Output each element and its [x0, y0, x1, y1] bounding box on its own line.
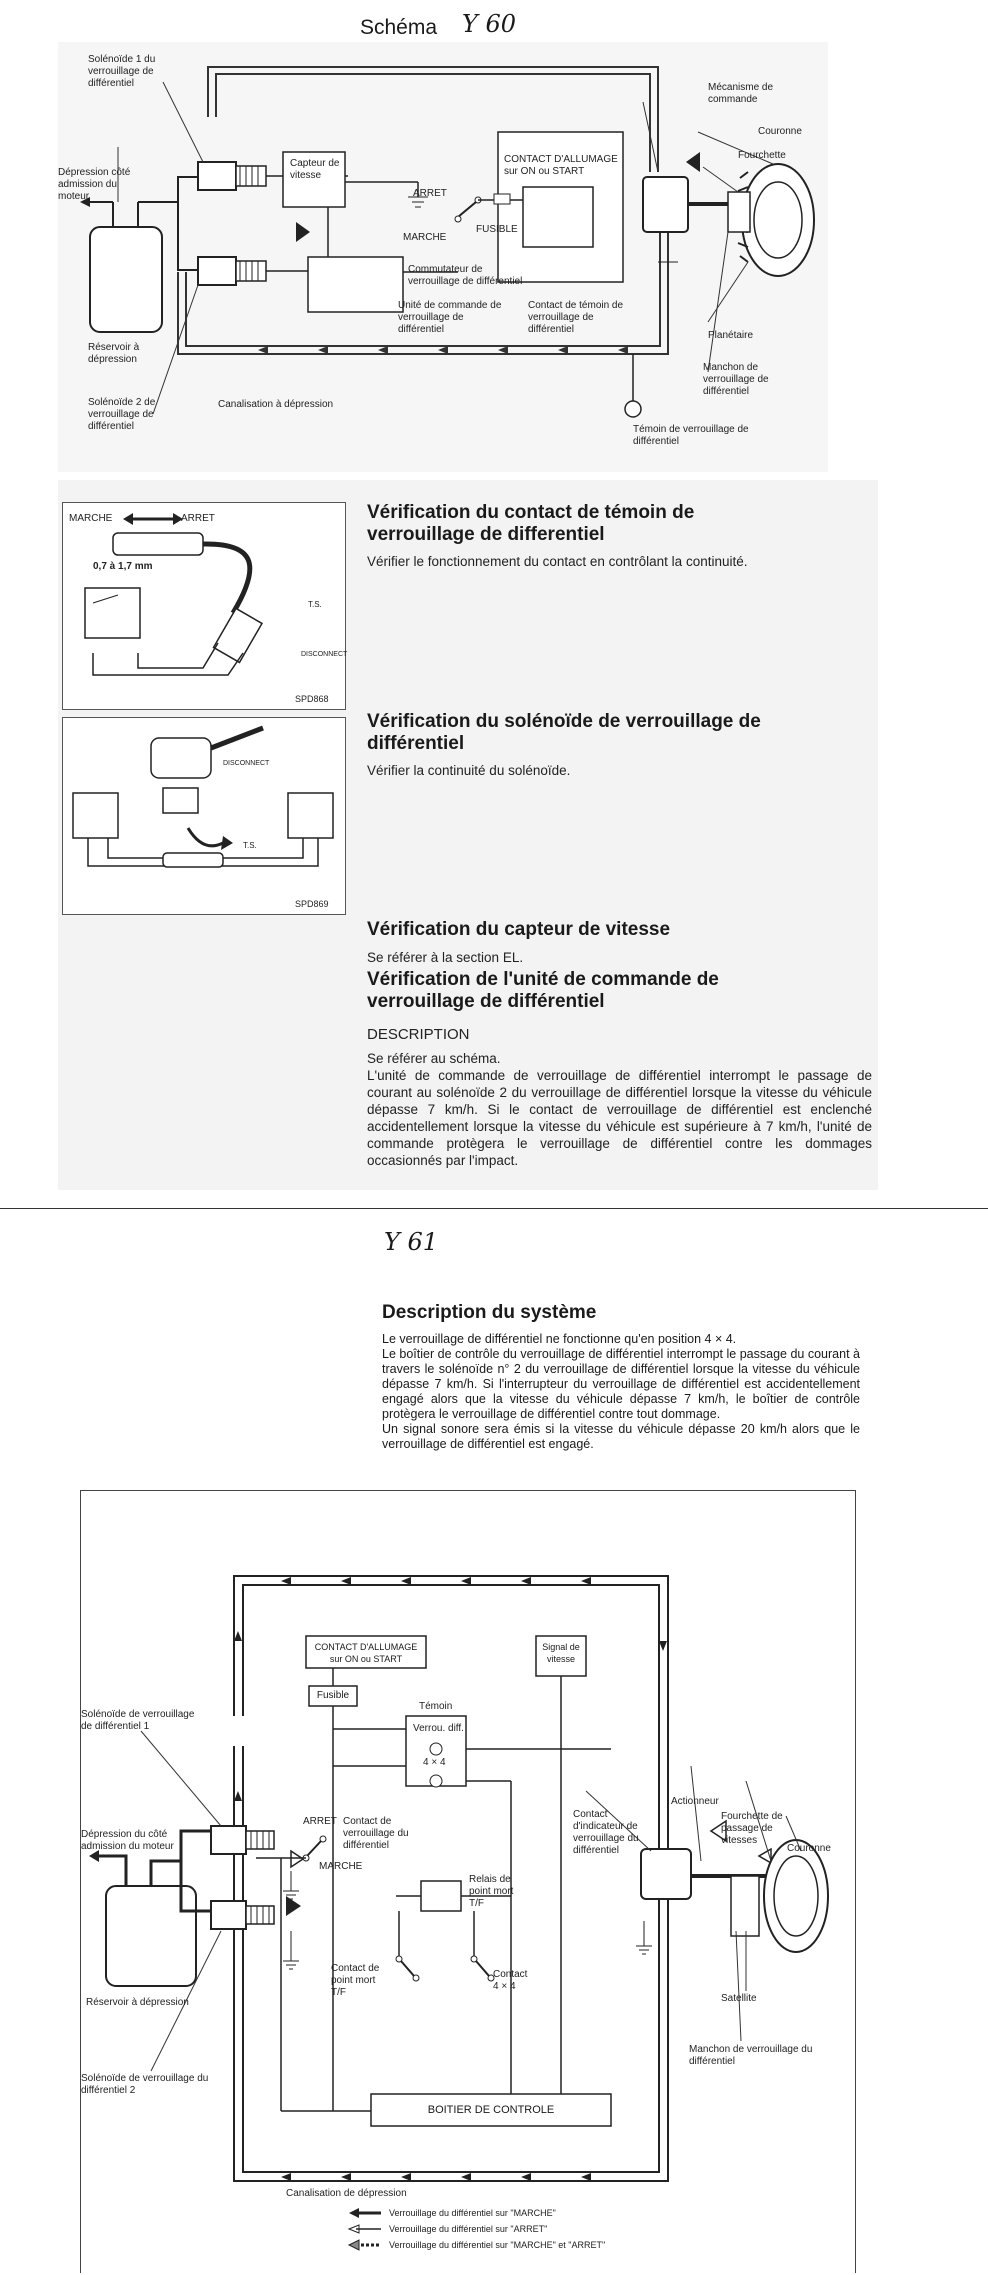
- y61-legend-arret: Verrouillage du différentiel sur "ARRET": [389, 2224, 548, 2234]
- y61-label-canalisation: Canalisation de dépression: [286, 2188, 407, 2199]
- y61-desc-p2: Le boîtier de contrôle du verrouillage de différentiel interrompt le passage du courant à travers le solénoïde n° 2 du verrouillage de différentiel lorsque la vitesse du véhicule dépasse 7 km/h. Si l'interrupteur du verrouillage de différentiel est accidentellement engagé alors que la vitesse du véhicule dépasse 7 km/h, le boîtier de contrôle protègera le verrouillage de différentiel contre tout dommage.: [382, 1347, 860, 1421]
- fig2-disconnect: DISCONNECT: [223, 760, 270, 767]
- y60-label-mecanisme: Mécanisme de commande: [708, 82, 774, 105]
- y60-label-commutateur: Commutateur de verrouillage de différentiel: [408, 264, 523, 287]
- y61-label-contact-allumage: CONTACT D'ALLUMAGE sur ON ou START: [314, 1642, 418, 1664]
- fig1-disconnect: DISCONNECT: [301, 651, 348, 658]
- fig1-arret: ARRET: [181, 513, 215, 524]
- y61-diagram-lines: [81, 1491, 855, 2273]
- y60-label-planetaire: Planétaire: [708, 330, 754, 341]
- sec4-text: L'unité de commande de verrouillage de différentiel interrompt le passage de courant au solénoïde 2 du verrouillage de différentiel lorsque la vitesse du véhicule dépasse 7 km/h. Si le contact de verrouillage de différentiel est enclenché accidentellement lorsque la vitesse du véhicule est supérieure à 7 km/h, l'unité de commande protègera le verrouillage de différentiel contre les dommages occasionnés par l'impact.: [367, 1068, 872, 1168]
- sec1-title: Vérification du contact de témoin de verrouillage de differentiel: [367, 502, 695, 545]
- figure-spd868: [62, 502, 346, 710]
- sec1-text: Vérifier le fonctionnement du contact en contrôlant la continuité.: [367, 554, 748, 569]
- sec4-title: Vérification de l'unité de commande de verrouillage de différentiel: [367, 969, 719, 1012]
- model-y60: Y 60: [462, 10, 517, 38]
- fig1-dimension: 0,7 à 1,7 mm: [93, 561, 153, 572]
- y60-label-depression: Dépression côté admission du moteur: [58, 167, 131, 202]
- sec4-subtitle: DESCRIPTION: [367, 1026, 470, 1043]
- y61-label-sol2: Solénoïde de verrouillage du différentiel 2: [81, 2073, 209, 2096]
- sec2-title: Vérification du solénoïde de verrouillage de différentiel: [367, 711, 761, 754]
- y60-label-capteur: Capteur de vitesse: [290, 158, 340, 181]
- fig1-ts: T.S.: [308, 600, 322, 609]
- y61-label-contact-ind: Contact d'indicateur de verrouillage du différentiel: [573, 1809, 639, 1856]
- y60-label-reservoir: Réservoir à dépression: [88, 342, 140, 365]
- y61-label-boitier: BOITIER DE CONTROLE: [427, 2104, 555, 2116]
- y60-diagram: [58, 42, 828, 472]
- y61-label-fourchette: Fourchette de passage de vitesses: [721, 1811, 783, 1846]
- y60-label-contact-temoin: Contact de témoin de verrouillage de différentiel: [528, 300, 624, 335]
- y61-label-arret: ARRET: [303, 1816, 337, 1827]
- sec2-text: Vérifier la continuité du solénoïde.: [367, 763, 571, 778]
- fig1-marche: MARCHE: [69, 513, 113, 524]
- fig1-code: SPD868: [295, 694, 329, 704]
- y61-label-marche: MARCHE: [319, 1861, 363, 1872]
- y60-label-marche: MARCHE: [403, 232, 447, 243]
- figure-spd869-drawing: [63, 718, 345, 914]
- y60-label-couronne: Couronne: [758, 126, 802, 137]
- y61-label-satellite: Satellite: [721, 1993, 757, 2004]
- figure-spd869: [62, 717, 346, 915]
- y61-label-manchon: Manchon de verrouillage du différentiel: [689, 2044, 813, 2067]
- y61-desc-title: Description du système: [382, 1302, 597, 1323]
- y60-label-arret: ARRET: [413, 188, 447, 199]
- y60-label-contact-allumage: CONTACT D'ALLUMAGE sur ON ou START: [504, 154, 618, 177]
- y61-label-fusible: Fusible: [316, 1690, 350, 1701]
- y61-label-relais: Relais de point mort T/F: [469, 1874, 514, 1909]
- sec3-title: Vérification du capteur de vitesse: [367, 919, 671, 940]
- y61-label-verrou: Verrou. diff.: [413, 1723, 464, 1734]
- y60-label-manchon: Manchon de verrouillage de différentiel: [703, 362, 769, 397]
- y60-label-fusible: FUSIBLE: [476, 224, 518, 235]
- y61-label-temoin: Témoin: [419, 1701, 453, 1712]
- y60-label-temoin: Témoin de verrouillage de différentiel: [633, 424, 749, 447]
- model-y61: Y 61: [384, 1228, 439, 1256]
- y61-legend-both: Verrouillage du différentiel sur "MARCHE" et "ARRET": [389, 2240, 606, 2250]
- y61-desc-p1: Le verrouillage de différentiel ne fonctionne qu'en position 4 × 4.: [382, 1332, 737, 1346]
- y61-label-actionneur: Actionneur: [671, 1796, 719, 1807]
- y61-label-signal: Signal de vitesse: [542, 1642, 580, 1664]
- y60-title: [360, 10, 620, 46]
- y60-label-sol2: Solénoïde 2 de verrouillage de différentiel: [88, 397, 156, 432]
- figure-spd868-drawing: [63, 503, 348, 709]
- y61-label-contact-pm: Contact de point mort T/F: [331, 1963, 380, 1998]
- y60-label-fourchette: Fourchette: [738, 150, 786, 161]
- y61-label-x4: 4 × 4: [423, 1757, 446, 1768]
- y61-label-contact-4x4: Contact 4 × 4: [493, 1969, 528, 1992]
- page-separator: [0, 1208, 988, 1209]
- fig2-code: SPD869: [295, 899, 329, 909]
- y61-diagram: [80, 1490, 856, 2273]
- y61-desc-body: [382, 1332, 860, 1452]
- y60-label-canalisation: Canalisation à dépression: [218, 399, 334, 410]
- y61-desc-p3: Un signal sonore sera émis si la vitesse du véhicule dépasse 20 km/h alors que le verrouillage de différentiel est engagé.: [382, 1422, 860, 1451]
- fig2-ts: T.S.: [243, 841, 257, 850]
- y61-label-couronne: Couronne: [787, 1843, 831, 1854]
- y61-label-contact-verr: Contact de verrouillage du différentiel: [343, 1816, 409, 1851]
- sec3-text: Se référer à la section EL.: [367, 950, 524, 965]
- sec4-line1: Se référer au schéma.: [367, 1051, 501, 1066]
- y61-label-depression: Dépression du côté admission du moteur: [81, 1829, 174, 1852]
- y61-legend-marche: Verrouillage du différentiel sur "MARCHE": [389, 2208, 556, 2218]
- y60-label-sol1: Solénoïde 1 du verrouillage de différentiel: [88, 54, 156, 89]
- y60-label-unite: Unité de commande de verrouillage de différentiel: [398, 300, 502, 335]
- y61-label-reservoir: Réservoir à dépression: [86, 1997, 189, 2008]
- y60-diagram-lines: [58, 42, 828, 472]
- y61-label-sol1: Solénoïde de verrouillage de différentiel 1: [81, 1709, 195, 1732]
- schema-label: Schéma: [360, 16, 438, 39]
